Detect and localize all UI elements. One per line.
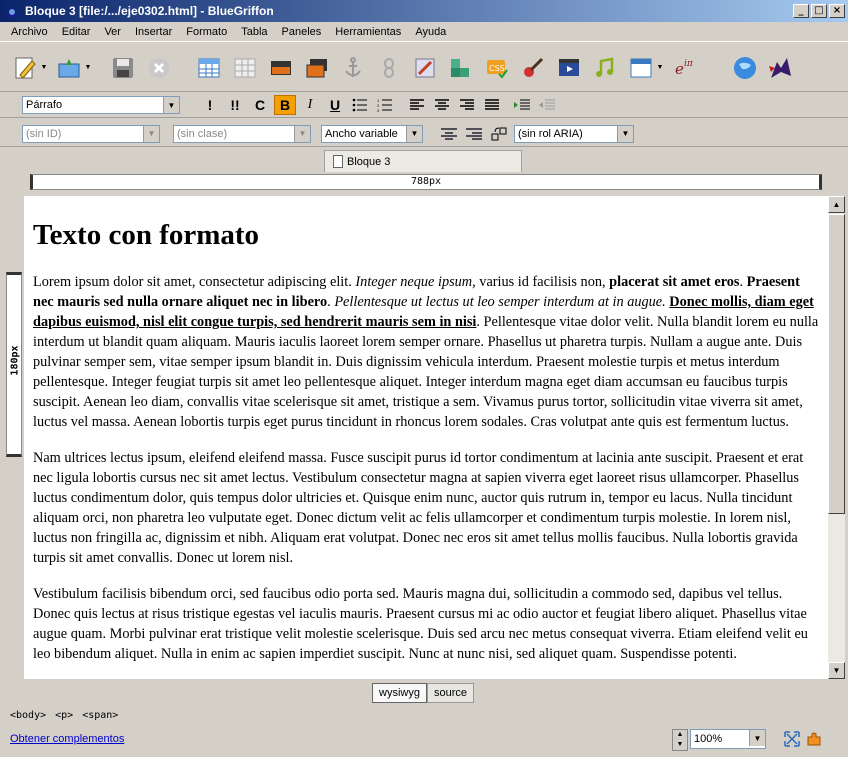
menu-ver[interactable]: Ver [104,25,121,38]
tab-wysiwyg[interactable]: wysiwyg [372,683,427,703]
addons-puzzle-icon[interactable] [806,731,822,747]
scroll-down-icon[interactable]: ▼ [828,662,845,679]
rotate-icon[interactable] [488,124,510,144]
menu-herramientas[interactable]: Herramientas [335,25,402,38]
align-center-icon[interactable] [431,95,453,115]
align-right-icon[interactable] [456,95,478,115]
align-left-icon[interactable] [406,95,428,115]
chevron-down-icon: ▼ [617,126,633,142]
edit-image-icon[interactable] [410,53,440,83]
menu-paneles[interactable]: Paneles [281,25,322,38]
class-select[interactable]: (sin clase) ▼ [173,125,311,143]
underline-button[interactable]: U [329,97,341,113]
id-select[interactable]: (sin ID) ▼ [22,125,160,143]
svg-text:1: 1 [377,98,380,103]
code-button[interactable]: C [254,97,266,113]
document-tabs [0,148,848,173]
strong-emphasis-button[interactable]: !! [230,97,240,113]
indent-icon[interactable] [511,95,533,115]
breadcrumb-p[interactable]: <p> [55,710,74,721]
paragraph-style-select[interactable]: Párrafo ▼ [22,96,180,114]
menu-bar [0,22,848,42]
menu-archivo[interactable]: Archivo [11,25,48,38]
svg-text:iπ: iπ [684,58,693,69]
chevron-down-icon: ▼ [163,97,179,113]
wysiwyg-editor[interactable] [24,196,828,679]
view-mode-tabs [372,683,474,703]
zoom-spinner[interactable]: ▲ ▼ [672,729,688,751]
breadcrumb-body[interactable]: <body> [10,710,47,721]
menu-tabla[interactable]: Tabla [241,25,268,38]
emphasis-button[interactable]: ! [207,97,213,113]
chevron-down-icon: ▼ [749,730,765,746]
svg-text:3: 3 [377,108,380,112]
aria-role-select[interactable]: (sin rol ARIA) ▼ [514,125,634,143]
numbered-list-icon[interactable] [374,95,396,115]
form-window-icon[interactable] [626,53,656,83]
status-bar [0,727,848,757]
menu-editar[interactable]: Editar [61,25,91,38]
horizontal-ruler: 788px [30,174,822,190]
title-bar [0,0,848,22]
chevron-down-icon: ▼ [143,126,159,142]
zoom-select[interactable]: 100% ▼ [690,729,766,749]
get-addons-link[interactable]: Obtener complementos [10,733,125,745]
breadcrumb-span[interactable]: <span> [82,710,119,721]
insert-table-icon[interactable] [194,53,224,83]
insert-grid-icon[interactable] [230,53,260,83]
bullet-list-icon[interactable] [349,95,371,115]
tab-source[interactable]: source [427,683,474,703]
paragraph-2[interactable]: Nam ultrices lectus ipsum, eleifend eleifend massa. Fusce suscipit purus id tortor condimentum at lacinia ante suscipit. Praesent et erat nec ligula lobortis cursus nec sit amet lectus. Vestibulum consectetur magna at sapien viverra eget laoreet risus ullamcorper. Phasellus luctus condimentum dolor, quis tempus dolor ultricies et. Quisque enim nunc, auctor quis rutrum in, tempor eu lacus. Nulla tincidunt aliquam orci, non pharetra leo vulputate eget. Donec dictum velit ac felis ullamcorper et condimentum turpis molestie. In lorem nisl, luctus non fringilla ac, dignissim et nibh. Aliquam erat volutpat. Donec nec eros sit amet tellus mollis faucibus. Nulla lobortis gravida turpis sit amet convallis. Donec ut lorem nisl. [33,450,804,566]
math-icon[interactable] [672,53,702,83]
scroll-up-icon[interactable]: ▲ [828,196,845,213]
close-button[interactable]: × [829,4,845,18]
document-heading[interactable]: Texto con formato [33,219,260,251]
align-justify-icon[interactable] [481,95,503,115]
outdent-icon[interactable] [536,95,558,115]
fullscreen-icon[interactable] [784,731,800,747]
format-toolbar [0,93,848,118]
insert-images-icon[interactable] [302,53,332,83]
align-middle-icon[interactable] [438,124,460,144]
new-dropdown-icon[interactable]: ▼ [40,64,48,71]
bluegriffon-app-icon [4,3,20,19]
window-title: Bloque 3 [file:/.../eje0302.html] - BlueGriffon [25,4,274,18]
bold-button[interactable]: B [274,95,296,115]
griffon-logo-icon [766,53,796,83]
main-toolbar [0,44,848,92]
open-document-icon[interactable] [54,53,84,83]
scroll-thumb[interactable] [828,214,845,514]
anchor-icon[interactable] [338,53,368,83]
menu-insertar[interactable]: Insertar [134,25,173,38]
chevron-down-icon: ▼ [294,126,310,142]
new-document-icon[interactable] [10,53,40,83]
globe-icon[interactable] [730,53,760,83]
menu-ayuda[interactable]: Ayuda [415,25,447,38]
attribute-toolbar [0,121,848,147]
open-dropdown-icon[interactable]: ▼ [84,64,92,71]
style-brush-icon[interactable] [518,53,548,83]
css-icon[interactable] [482,53,512,83]
tab-bloque-3[interactable]: Bloque 3 [324,150,522,172]
editor-scrollbar[interactable] [828,196,845,679]
svg-text:2: 2 [377,103,380,108]
maximize-button[interactable]: □ [811,4,827,18]
italic-button[interactable]: I [307,97,313,112]
align-box-icon[interactable] [463,124,485,144]
svg-text:e: e [675,59,684,78]
video-icon[interactable] [554,53,584,83]
chevron-down-icon: ▼ [406,126,422,142]
element-breadcrumb [10,710,118,721]
paragraph-1[interactable]: Lorem ipsum dolor sit amet, consectetur adipiscing elit. Integer neque ipsum, varius id facilisis non, placerat sit amet eros. Praesent nec mauris sed nulla ornare aliquet nec in libero. Pellentesque ut lectus ut leo semper interdum at in augue. Donec mollis, diam eget dapibus euismod, nisl elit congue turpis, sed hendrerit mauris sem in nisi. Pellentesque vitae dolor velit. Nulla blandit lorem eu nulla interdum ut blandit quam aliquam. Mauris iaculis laoreet lorem semper ornare. Phasellus ut pharetra turpis. Nullam a augue ante. Duis pulvinar semper sem, vitae semper ipsum blandit in. Duis dignissim vehicula interdum. Praesent molestie turpis et metus interdum pellentesque. Integer feugiat turpis sit amet leo pellentesque aliquet. Integer interdum magna eget diam accumsan eu faucibus turpis suscipit. Aenean leo diam, convallis vitae scelerisque sit amet, tristique a sem. Vivamus purus tortor, sollicitudin vitae viverra sit amet, luctus vel massa. Aenean lobortis turpis eget purus tincidunt in rhoncus lorem sodales. Cras volutpat ante quis est fermentum luctus. [33,274,819,430]
vertical-ruler: 180px [6,272,22,457]
form-dropdown-icon[interactable]: ▼ [656,64,664,71]
stop-icon[interactable] [144,53,174,83]
save-icon[interactable] [108,53,138,83]
minimize-button[interactable]: _ [793,4,809,18]
menu-formato[interactable]: Formato [186,25,228,38]
svg-text:CSS: CSS [489,63,505,73]
audio-icon[interactable] [590,53,620,83]
paragraph-3[interactable]: Vestibulum facilisis bibendum orci, sed faucibus odio porta sed. Mauris magna dui, sollicitudin a commodo sed, dapibus vel tellus. Donec quis lectus at risus tristique egestas vel iaculis mauris. Praesent cursus mi ac odio auctor et feugiat libero aliquet. Phasellus vitae augue quam. Morbi pulvinar erat tristique velit molestie scelerisque. Duis sed arcu nec metus consequat viverra. Etiam eleifend velit eu leo bibendum aliquet. Nulla in enim ac sapien imperdiet suscipit. Nunc at nunc nisi, sed aliquet quam. Suspendisse potenti. [33,586,808,662]
page-icon [333,155,343,168]
width-select[interactable]: Ancho variable ▼ [321,125,423,143]
blocks-icon[interactable] [446,53,476,83]
link-icon[interactable] [374,53,404,83]
insert-image-icon[interactable] [266,53,296,83]
